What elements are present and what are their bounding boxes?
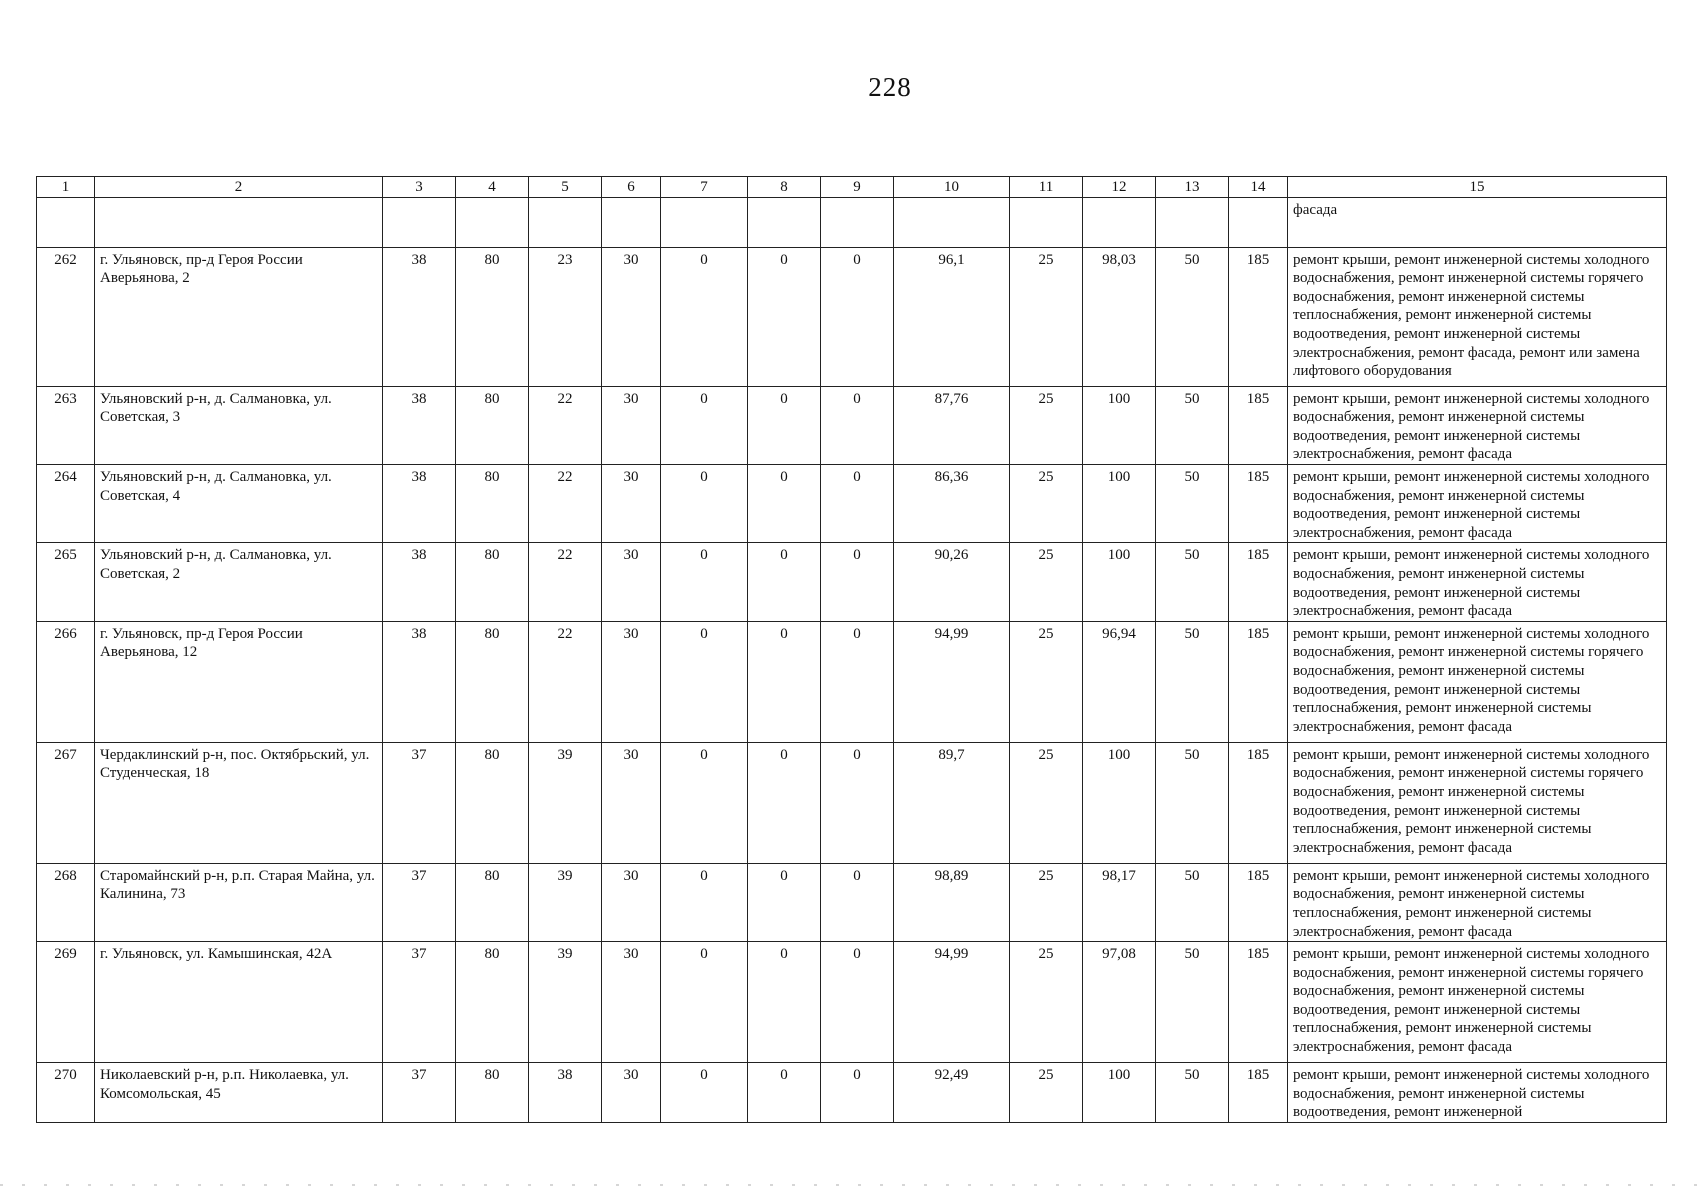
table-row bbox=[37, 942, 1667, 1063]
value-cell-col-6: 30 bbox=[602, 621, 661, 742]
column-number-4: 4 bbox=[456, 177, 529, 198]
value-cell-col-13: 50 bbox=[1156, 247, 1229, 386]
address-cell: Николаевский р-н, р.п. Николаевка, ул. Комсомольская, 45 bbox=[95, 1063, 383, 1123]
value-cell-col-6: 30 bbox=[602, 464, 661, 542]
value-cell-col-12: 97,08 bbox=[1083, 942, 1156, 1063]
empty-cell bbox=[894, 197, 1010, 247]
empty-cell bbox=[1229, 197, 1288, 247]
value-cell-col-14: 185 bbox=[1229, 942, 1288, 1063]
column-number-1: 1 bbox=[37, 177, 95, 198]
address-cell: г. Ульяновск, пр-д Героя России Аверьянова, 12 bbox=[95, 621, 383, 742]
repair-program-table bbox=[36, 176, 1667, 1123]
table-row bbox=[37, 742, 1667, 863]
value-cell-col-4: 80 bbox=[456, 742, 529, 863]
value-cell-col-8: 0 bbox=[748, 942, 821, 1063]
row-number-cell: 268 bbox=[37, 863, 95, 941]
value-cell-col-5: 22 bbox=[529, 464, 602, 542]
value-cell-col-4: 80 bbox=[456, 621, 529, 742]
value-cell-col-3: 38 bbox=[383, 543, 456, 621]
empty-cell bbox=[383, 197, 456, 247]
empty-cell bbox=[748, 197, 821, 247]
works-cell: ремонт крыши, ремонт инженерной системы холодного водоснабжения, ремонт инженерной системы водоотведения, ремонт инженерной системы электроснабжения, ремонт фасада bbox=[1288, 464, 1667, 542]
value-cell-col-9: 0 bbox=[821, 942, 894, 1063]
value-cell-col-13: 50 bbox=[1156, 621, 1229, 742]
value-cell-col-6: 30 bbox=[602, 863, 661, 941]
address-cell: Ульяновский р-н, д. Салмановка, ул. Советская, 2 bbox=[95, 543, 383, 621]
works-cell: ремонт крыши, ремонт инженерной системы холодного водоснабжения, ремонт инженерной системы горячего водоснабжения, ремонт инженерной системы теплоснабжения, ремонт инженерной системы водоотведения, ремонт инженерной системы электроснабжения, ремонт фасада, ремонт или замена лифтового оборудования bbox=[1288, 247, 1667, 386]
value-cell-col-11: 25 bbox=[1010, 742, 1083, 863]
address-cell: Старомайнский р-н, р.п. Старая Майна, ул. Калинина, 73 bbox=[95, 863, 383, 941]
value-cell-col-4: 80 bbox=[456, 543, 529, 621]
value-cell-col-7: 0 bbox=[661, 621, 748, 742]
empty-cell bbox=[1083, 197, 1156, 247]
value-cell-col-3: 37 bbox=[383, 942, 456, 1063]
value-cell-col-4: 80 bbox=[456, 386, 529, 464]
value-cell-col-5: 22 bbox=[529, 386, 602, 464]
column-number-12: 12 bbox=[1083, 177, 1156, 198]
value-cell-col-8: 0 bbox=[748, 464, 821, 542]
works-cell: ремонт крыши, ремонт инженерной системы холодного водоснабжения, ремонт инженерной системы горячего водоснабжения, ремонт инженерной системы водоотведения, ремонт инженерной системы теплоснабжения, ремонт инженерной системы электроснабжения, ремонт фасада bbox=[1288, 742, 1667, 863]
value-cell-col-9: 0 bbox=[821, 742, 894, 863]
table-row bbox=[37, 863, 1667, 941]
value-cell-col-4: 80 bbox=[456, 247, 529, 386]
empty-cell bbox=[37, 197, 95, 247]
value-cell-col-8: 0 bbox=[748, 386, 821, 464]
value-cell-col-13: 50 bbox=[1156, 543, 1229, 621]
value-cell-col-12: 98,17 bbox=[1083, 863, 1156, 941]
column-number-14: 14 bbox=[1229, 177, 1288, 198]
value-cell-col-6: 30 bbox=[602, 942, 661, 1063]
column-number-3: 3 bbox=[383, 177, 456, 198]
row-number-cell: 263 bbox=[37, 386, 95, 464]
value-cell-col-13: 50 bbox=[1156, 464, 1229, 542]
works-cell: ремонт крыши, ремонт инженерной системы холодного водоснабжения, ремонт инженерной системы горячего водоснабжения, ремонт инженерной системы водоотведения, ремонт инженерной системы теплоснабжения, ремонт инженерной системы электроснабжения, ремонт фасада bbox=[1288, 942, 1667, 1063]
value-cell-col-4: 80 bbox=[456, 942, 529, 1063]
table-row-carryover bbox=[37, 197, 1667, 247]
value-cell-col-13: 50 bbox=[1156, 863, 1229, 941]
table-row bbox=[37, 621, 1667, 742]
value-cell-col-11: 25 bbox=[1010, 386, 1083, 464]
value-cell-col-13: 50 bbox=[1156, 742, 1229, 863]
empty-cell bbox=[602, 197, 661, 247]
value-cell-col-7: 0 bbox=[661, 386, 748, 464]
value-cell-col-5: 22 bbox=[529, 543, 602, 621]
value-cell-col-10: 98,89 bbox=[894, 863, 1010, 941]
value-cell-col-5: 39 bbox=[529, 742, 602, 863]
value-cell-col-10: 92,49 bbox=[894, 1063, 1010, 1123]
value-cell-col-8: 0 bbox=[748, 1063, 821, 1123]
value-cell-col-12: 98,03 bbox=[1083, 247, 1156, 386]
value-cell-col-6: 30 bbox=[602, 742, 661, 863]
value-cell-col-9: 0 bbox=[821, 1063, 894, 1123]
value-cell-col-9: 0 bbox=[821, 863, 894, 941]
value-cell-col-14: 185 bbox=[1229, 1063, 1288, 1123]
works-cell: ремонт крыши, ремонт инженерной системы холодного водоснабжения, ремонт инженерной системы теплоснабжения, ремонт инженерной системы электроснабжения, ремонт фасада bbox=[1288, 863, 1667, 941]
value-cell-col-10: 86,36 bbox=[894, 464, 1010, 542]
value-cell-col-6: 30 bbox=[602, 247, 661, 386]
value-cell-col-7: 0 bbox=[661, 942, 748, 1063]
value-cell-col-3: 37 bbox=[383, 1063, 456, 1123]
value-cell-col-9: 0 bbox=[821, 543, 894, 621]
address-cell: Ульяновский р-н, д. Салмановка, ул. Советская, 3 bbox=[95, 386, 383, 464]
value-cell-col-11: 25 bbox=[1010, 464, 1083, 542]
row-number-cell: 267 bbox=[37, 742, 95, 863]
works-cell: фасада bbox=[1288, 197, 1667, 247]
value-cell-col-14: 185 bbox=[1229, 863, 1288, 941]
value-cell-col-10: 96,1 bbox=[894, 247, 1010, 386]
value-cell-col-12: 100 bbox=[1083, 1063, 1156, 1123]
column-number-10: 10 bbox=[894, 177, 1010, 198]
table-row bbox=[37, 386, 1667, 464]
value-cell-col-9: 0 bbox=[821, 464, 894, 542]
value-cell-col-5: 38 bbox=[529, 1063, 602, 1123]
value-cell-col-3: 38 bbox=[383, 464, 456, 542]
value-cell-col-10: 90,26 bbox=[894, 543, 1010, 621]
value-cell-col-5: 23 bbox=[529, 247, 602, 386]
table-row bbox=[37, 543, 1667, 621]
value-cell-col-3: 38 bbox=[383, 247, 456, 386]
table-row bbox=[37, 247, 1667, 386]
value-cell-col-13: 50 bbox=[1156, 1063, 1229, 1123]
works-cell: ремонт крыши, ремонт инженерной системы холодного водоснабжения, ремонт инженерной системы горячего водоснабжения, ремонт инженерной системы водоотведения, ремонт инженерной системы теплоснабжения, ремонт инженерной системы электроснабжения, ремонт фасада bbox=[1288, 621, 1667, 742]
row-number-cell: 262 bbox=[37, 247, 95, 386]
row-number-cell: 269 bbox=[37, 942, 95, 1063]
value-cell-col-12: 100 bbox=[1083, 742, 1156, 863]
column-number-5: 5 bbox=[529, 177, 602, 198]
value-cell-col-10: 94,99 bbox=[894, 942, 1010, 1063]
value-cell-col-12: 100 bbox=[1083, 543, 1156, 621]
value-cell-col-9: 0 bbox=[821, 621, 894, 742]
empty-cell bbox=[1010, 197, 1083, 247]
column-number-row bbox=[37, 177, 1667, 198]
value-cell-col-7: 0 bbox=[661, 464, 748, 542]
page-number: 228 bbox=[868, 72, 912, 102]
value-cell-col-8: 0 bbox=[748, 621, 821, 742]
row-number-cell: 270 bbox=[37, 1063, 95, 1123]
column-number-11: 11 bbox=[1010, 177, 1083, 198]
address-cell: Чердаклинский р-н, пос. Октябрьский, ул. Студенческая, 18 bbox=[95, 742, 383, 863]
value-cell-col-11: 25 bbox=[1010, 1063, 1083, 1123]
value-cell-col-3: 38 bbox=[383, 386, 456, 464]
value-cell-col-9: 0 bbox=[821, 386, 894, 464]
value-cell-col-5: 39 bbox=[529, 942, 602, 1063]
value-cell-col-8: 0 bbox=[748, 247, 821, 386]
column-number-9: 9 bbox=[821, 177, 894, 198]
value-cell-col-12: 96,94 bbox=[1083, 621, 1156, 742]
empty-cell bbox=[1156, 197, 1229, 247]
value-cell-col-11: 25 bbox=[1010, 863, 1083, 941]
value-cell-col-8: 0 bbox=[748, 863, 821, 941]
column-number-13: 13 bbox=[1156, 177, 1229, 198]
works-cell: ремонт крыши, ремонт инженерной системы холодного водоснабжения, ремонт инженерной системы водоотведения, ремонт инженерной системы электроснабжения, ремонт фасада bbox=[1288, 386, 1667, 464]
scan-artifact-line bbox=[0, 1184, 1698, 1186]
value-cell-col-13: 50 bbox=[1156, 386, 1229, 464]
value-cell-col-7: 0 bbox=[661, 863, 748, 941]
value-cell-col-7: 0 bbox=[661, 247, 748, 386]
value-cell-col-3: 37 bbox=[383, 863, 456, 941]
value-cell-col-10: 94,99 bbox=[894, 621, 1010, 742]
empty-cell bbox=[661, 197, 748, 247]
table-row bbox=[37, 464, 1667, 542]
value-cell-col-6: 30 bbox=[602, 543, 661, 621]
value-cell-col-11: 25 bbox=[1010, 942, 1083, 1063]
address-cell: г. Ульяновск, пр-д Героя России Аверьянова, 2 bbox=[95, 247, 383, 386]
value-cell-col-4: 80 bbox=[456, 863, 529, 941]
value-cell-col-4: 80 bbox=[456, 1063, 529, 1123]
empty-cell bbox=[529, 197, 602, 247]
value-cell-col-10: 87,76 bbox=[894, 386, 1010, 464]
works-cell: ремонт крыши, ремонт инженерной системы холодного водоснабжения, ремонт инженерной системы водоотведения, ремонт инженерной bbox=[1288, 1063, 1667, 1123]
column-number-7: 7 bbox=[661, 177, 748, 198]
value-cell-col-13: 50 bbox=[1156, 942, 1229, 1063]
row-number-cell: 266 bbox=[37, 621, 95, 742]
value-cell-col-14: 185 bbox=[1229, 247, 1288, 386]
empty-cell bbox=[456, 197, 529, 247]
value-cell-col-3: 37 bbox=[383, 742, 456, 863]
address-cell: Ульяновский р-н, д. Салмановка, ул. Советская, 4 bbox=[95, 464, 383, 542]
value-cell-col-10: 89,7 bbox=[894, 742, 1010, 863]
empty-cell bbox=[821, 197, 894, 247]
column-number-2: 2 bbox=[95, 177, 383, 198]
value-cell-col-11: 25 bbox=[1010, 247, 1083, 386]
value-cell-col-3: 38 bbox=[383, 621, 456, 742]
value-cell-col-9: 0 bbox=[821, 247, 894, 386]
value-cell-col-7: 0 bbox=[661, 1063, 748, 1123]
value-cell-col-14: 185 bbox=[1229, 464, 1288, 542]
empty-cell bbox=[95, 197, 383, 247]
value-cell-col-6: 30 bbox=[602, 386, 661, 464]
value-cell-col-7: 0 bbox=[661, 543, 748, 621]
row-number-cell: 265 bbox=[37, 543, 95, 621]
value-cell-col-4: 80 bbox=[456, 464, 529, 542]
table-row bbox=[37, 1063, 1667, 1123]
value-cell-col-14: 185 bbox=[1229, 543, 1288, 621]
value-cell-col-6: 30 bbox=[602, 1063, 661, 1123]
works-cell: ремонт крыши, ремонт инженерной системы холодного водоснабжения, ремонт инженерной системы водоотведения, ремонт инженерной системы электроснабжения, ремонт фасада bbox=[1288, 543, 1667, 621]
value-cell-col-11: 25 bbox=[1010, 621, 1083, 742]
row-number-cell: 264 bbox=[37, 464, 95, 542]
column-number-6: 6 bbox=[602, 177, 661, 198]
value-cell-col-5: 22 bbox=[529, 621, 602, 742]
address-cell: г. Ульяновск, ул. Камышинская, 42А bbox=[95, 942, 383, 1063]
value-cell-col-12: 100 bbox=[1083, 386, 1156, 464]
value-cell-col-14: 185 bbox=[1229, 386, 1288, 464]
value-cell-col-12: 100 bbox=[1083, 464, 1156, 542]
column-number-15: 15 bbox=[1288, 177, 1667, 198]
value-cell-col-7: 0 bbox=[661, 742, 748, 863]
value-cell-col-8: 0 bbox=[748, 543, 821, 621]
value-cell-col-14: 185 bbox=[1229, 742, 1288, 863]
value-cell-col-8: 0 bbox=[748, 742, 821, 863]
value-cell-col-14: 185 bbox=[1229, 621, 1288, 742]
value-cell-col-5: 39 bbox=[529, 863, 602, 941]
column-number-8: 8 bbox=[748, 177, 821, 198]
value-cell-col-11: 25 bbox=[1010, 543, 1083, 621]
